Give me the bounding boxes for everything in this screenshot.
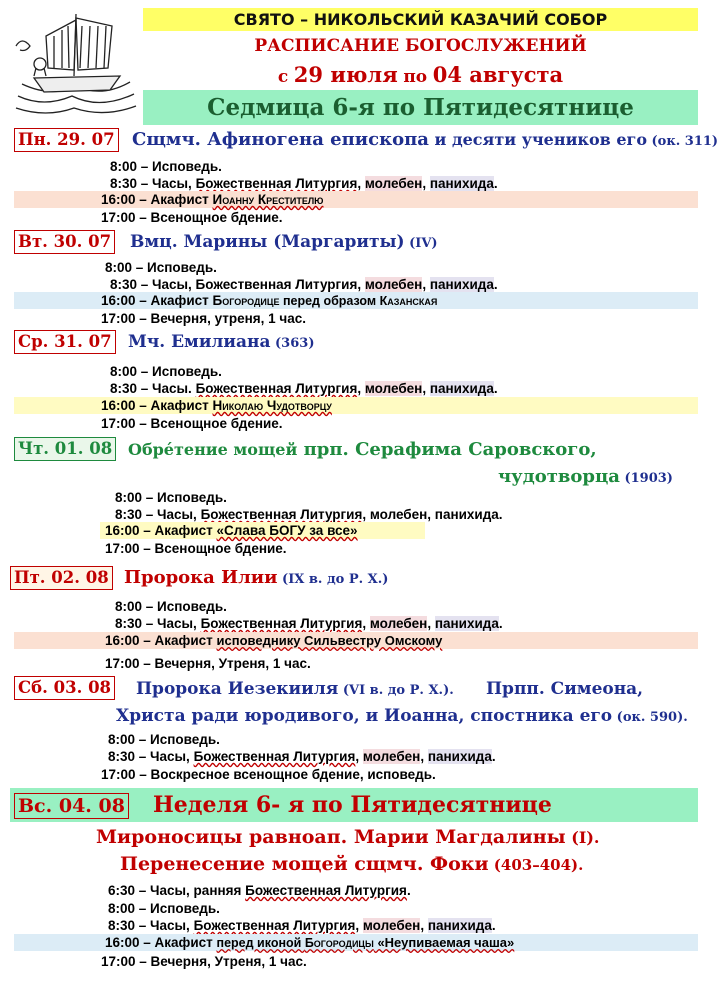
day-date-mon: Пн. 29. 07 bbox=[14, 128, 119, 152]
sun-line-4: 16:00 – Акафист перед иконой Богородицы «Неупиваемая чаша» bbox=[105, 935, 515, 950]
tue-line-1: 8:00 – Исповедь. bbox=[105, 260, 217, 275]
tue-line-3: 16:00 – Акафист Богородице перед образом Казанская bbox=[101, 293, 438, 308]
day-date-wed: Ср. 31. 07 bbox=[14, 330, 116, 354]
day-title-sat-3: Христа ради юродивого, и Иоанна, спостника его (ок. 590). bbox=[116, 706, 688, 726]
church-name: СВЯТО – НИКОЛЬСКИЙ КАЗАЧИЙ СОБОР bbox=[233, 10, 608, 29]
fri-line-4: 17:00 – Вечерня, Утреня, 1 час. bbox=[105, 656, 311, 671]
tue-line-4: 17:00 – Вечерня, утреня, 1 час. bbox=[101, 311, 307, 326]
day-date-sat: Сб. 03. 08 bbox=[14, 676, 115, 700]
fri-line-2: 8:30 – Часы, Божественная Литургия, молебен, панихида. bbox=[115, 616, 503, 631]
day-title-sat-2: Прпп. Симеона, bbox=[486, 679, 644, 699]
sat-line-1: 8:00 – Исповедь. bbox=[108, 732, 220, 747]
ship-logo-icon bbox=[12, 6, 140, 120]
sun-line-5: 17:00 – Вечерня, Утреня, 1 час. bbox=[101, 954, 307, 969]
day-title-thu: Обрéтение мощей прп. Серафима Саровского, bbox=[128, 439, 597, 460]
day-date-tue: Вт. 30. 07 bbox=[14, 230, 115, 254]
sun-line-1: 6:30 – Часы, ранняя Божественная Литургия. bbox=[108, 883, 411, 898]
day-title-fri: Пророка Илии (IX в. до Р. Х.) bbox=[124, 567, 389, 588]
mon-line-4: 17:00 – Всенощное бдение. bbox=[101, 210, 283, 225]
fri-line-1: 8:00 – Исповедь. bbox=[115, 599, 227, 614]
sat-line-2: 8:30 – Часы, Божественная Литургия, молебен, панихида. bbox=[108, 749, 496, 764]
mon-line-1: 8:00 – Исповедь. bbox=[110, 159, 222, 174]
day-title-sun: Неделя 6- я по Пятидесятнице bbox=[153, 792, 552, 818]
day-title-tue: Вмц. Марины (Маргариты) (IV) bbox=[130, 232, 438, 252]
day-date-thu: Чт. 01. 08 bbox=[14, 437, 116, 461]
thu-line-3: 16:00 – Акафист «Слава БОГУ за все» bbox=[105, 523, 358, 538]
day-title-mon: Сщмч. Афиногена епископа и десяти учеников его (ок. 311) bbox=[132, 129, 718, 150]
sun-line-3: 8:30 – Часы, Божественная Литургия, молебен, панихида. bbox=[108, 918, 496, 933]
wed-line-3: 16:00 – Акафист Николаю Чудотворцу bbox=[101, 398, 332, 413]
sat-line-3: 17:00 – Воскресное всенощное бдение, исповедь. bbox=[101, 767, 436, 782]
mon-line-3: 16:00 – Акафист Иоанну Крестителю bbox=[101, 192, 324, 207]
thu-line-4: 17:00 – Всенощное бдение. bbox=[105, 541, 287, 556]
tue-line-2: 8:30 – Часы, Божественная Литургия, молебен, панихида. bbox=[110, 277, 498, 292]
day-title-wed: Мч. Емилиана (363) bbox=[128, 332, 315, 352]
sun-line-2: 8:00 – Исповедь. bbox=[108, 901, 220, 916]
wed-line-2: 8:30 – Часы. Божественная Литургия, молебен, панихида. bbox=[110, 381, 498, 396]
sun-subtitle-1: Мироносицы равноап. Марии Магдалины (I). bbox=[96, 826, 600, 848]
day-date-sun: Вс. 04. 08 bbox=[14, 793, 129, 819]
mon-line-2: 8:30 – Часы, Божественная Литургия, молебен, панихида. bbox=[110, 176, 498, 191]
sun-subtitle-2: Перенесение мощей сщмч. Фоки (403–404). bbox=[120, 853, 584, 875]
day-date-fri: Пт. 02. 08 bbox=[10, 566, 113, 590]
thu-line-2: 8:30 – Часы, Божественная Литургия, молебен, панихида. bbox=[115, 507, 503, 522]
date-range: с 29 июля по 04 августа bbox=[277, 62, 564, 87]
schedule-title: РАСПИСАНИЕ БОГОСЛУЖЕНИЙ bbox=[254, 36, 587, 56]
thu-line-1: 8:00 – Исповедь. bbox=[115, 490, 227, 505]
fri-line-3: 16:00 – Акафист исповеднику Сильвестру Омскому bbox=[105, 633, 443, 648]
day-title-thu-2: чудотворца (1903) bbox=[498, 466, 673, 487]
wed-line-4: 17:00 – Всенощное бдение. bbox=[101, 416, 283, 431]
wed-line-1: 8:00 – Исповедь. bbox=[110, 364, 222, 379]
day-title-sat: Пророка Иезекииля (VI в. до Р. Х.). bbox=[136, 679, 454, 699]
week-title: Седмица 6-я по Пятидесятнице bbox=[207, 94, 634, 121]
